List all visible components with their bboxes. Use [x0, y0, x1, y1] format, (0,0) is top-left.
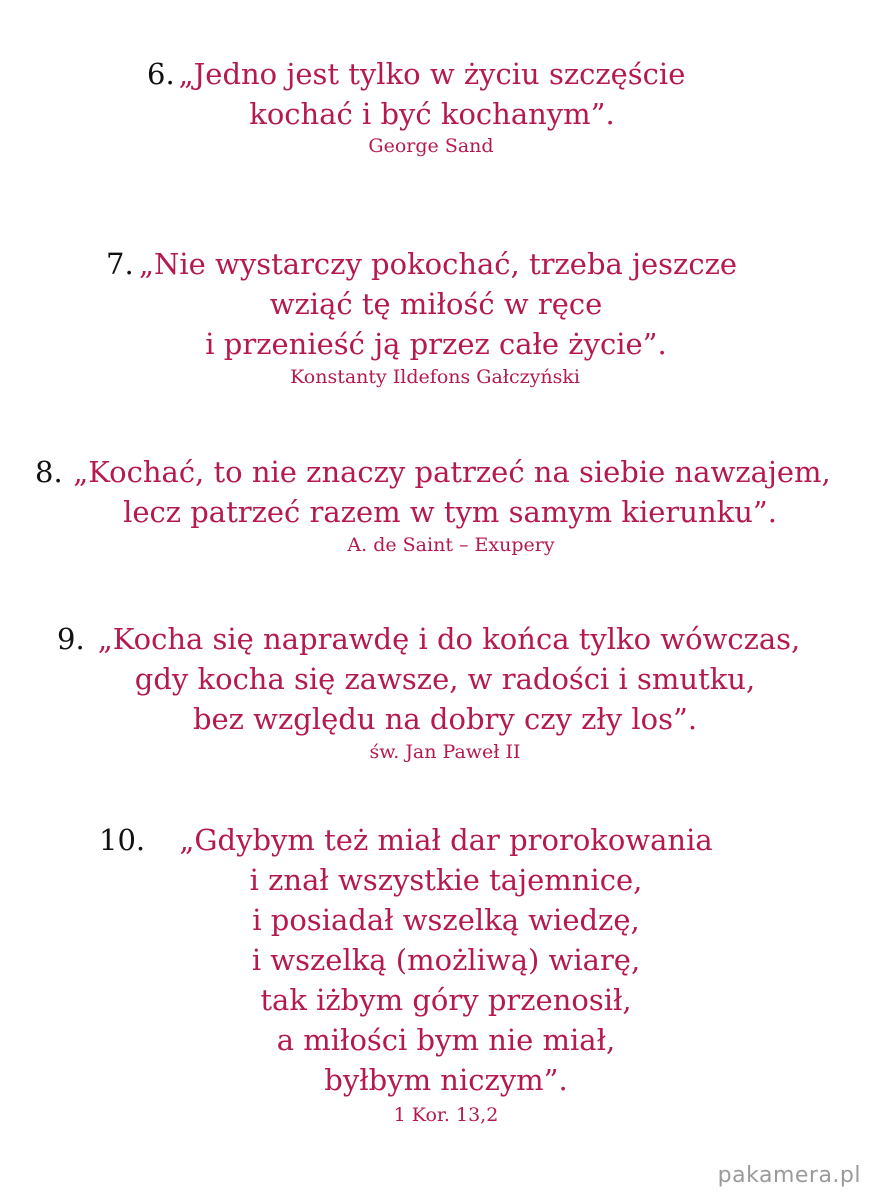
- quote-line: „Nie wystarczy pokochać, trzeba jeszcze: [138, 247, 738, 281]
- quote-line: wziąć tę miłość w ręce: [269, 287, 603, 321]
- quote-line: byłbym niczym”.: [324, 1063, 568, 1097]
- quote-number: 8.: [35, 455, 63, 489]
- quote-line: i znał wszystkie tajemnice,: [249, 863, 643, 897]
- quote-line: „Kocha się naprawdę i do końca tylko wówczas,: [97, 622, 801, 656]
- quote-line: kochać i być kochanym”.: [249, 97, 615, 131]
- watermark-logo: pakamera.pl: [717, 1163, 861, 1188]
- quote-number: 9.: [57, 622, 85, 656]
- quote-number: 6.: [147, 57, 175, 91]
- quote-line: gdy kocha się zawsze, w radości i smutku,: [134, 662, 756, 696]
- quote-author: 1 Kor. 13,2: [393, 1104, 499, 1126]
- quote-number: 10.: [99, 823, 146, 857]
- quote-line: „Gdybym też miał dar prorokowania: [179, 823, 713, 857]
- quote-line: bez względu na dobry czy zły los”.: [192, 702, 698, 736]
- quote-line: „Jedno jest tylko w życiu szczęście: [178, 57, 686, 91]
- quote-line: a miłości bym nie miał,: [276, 1023, 616, 1057]
- quote-number: 7.: [106, 247, 134, 281]
- quote-line: i wszelką (możliwą) wiarę,: [251, 943, 641, 977]
- quote-author: George Sand: [368, 135, 494, 157]
- quote-author: A. de Saint – Exupery: [347, 534, 555, 556]
- quote-author: Konstanty Ildefons Gałczyński: [290, 366, 580, 388]
- quote-line: i przenieść ją przez całe życie”.: [205, 327, 667, 361]
- quote-author: św. Jan Paweł II: [369, 741, 521, 763]
- quote-line: tak iżbym góry przenosił,: [260, 983, 632, 1017]
- quote-line: i posiadał wszelką wiedzę,: [252, 903, 640, 937]
- quote-line: lecz patrzeć razem w tym samym kierunku”.: [123, 495, 777, 529]
- quote-line: „Kochać, to nie znaczy patrzeć na siebie nawzajem,: [73, 455, 831, 489]
